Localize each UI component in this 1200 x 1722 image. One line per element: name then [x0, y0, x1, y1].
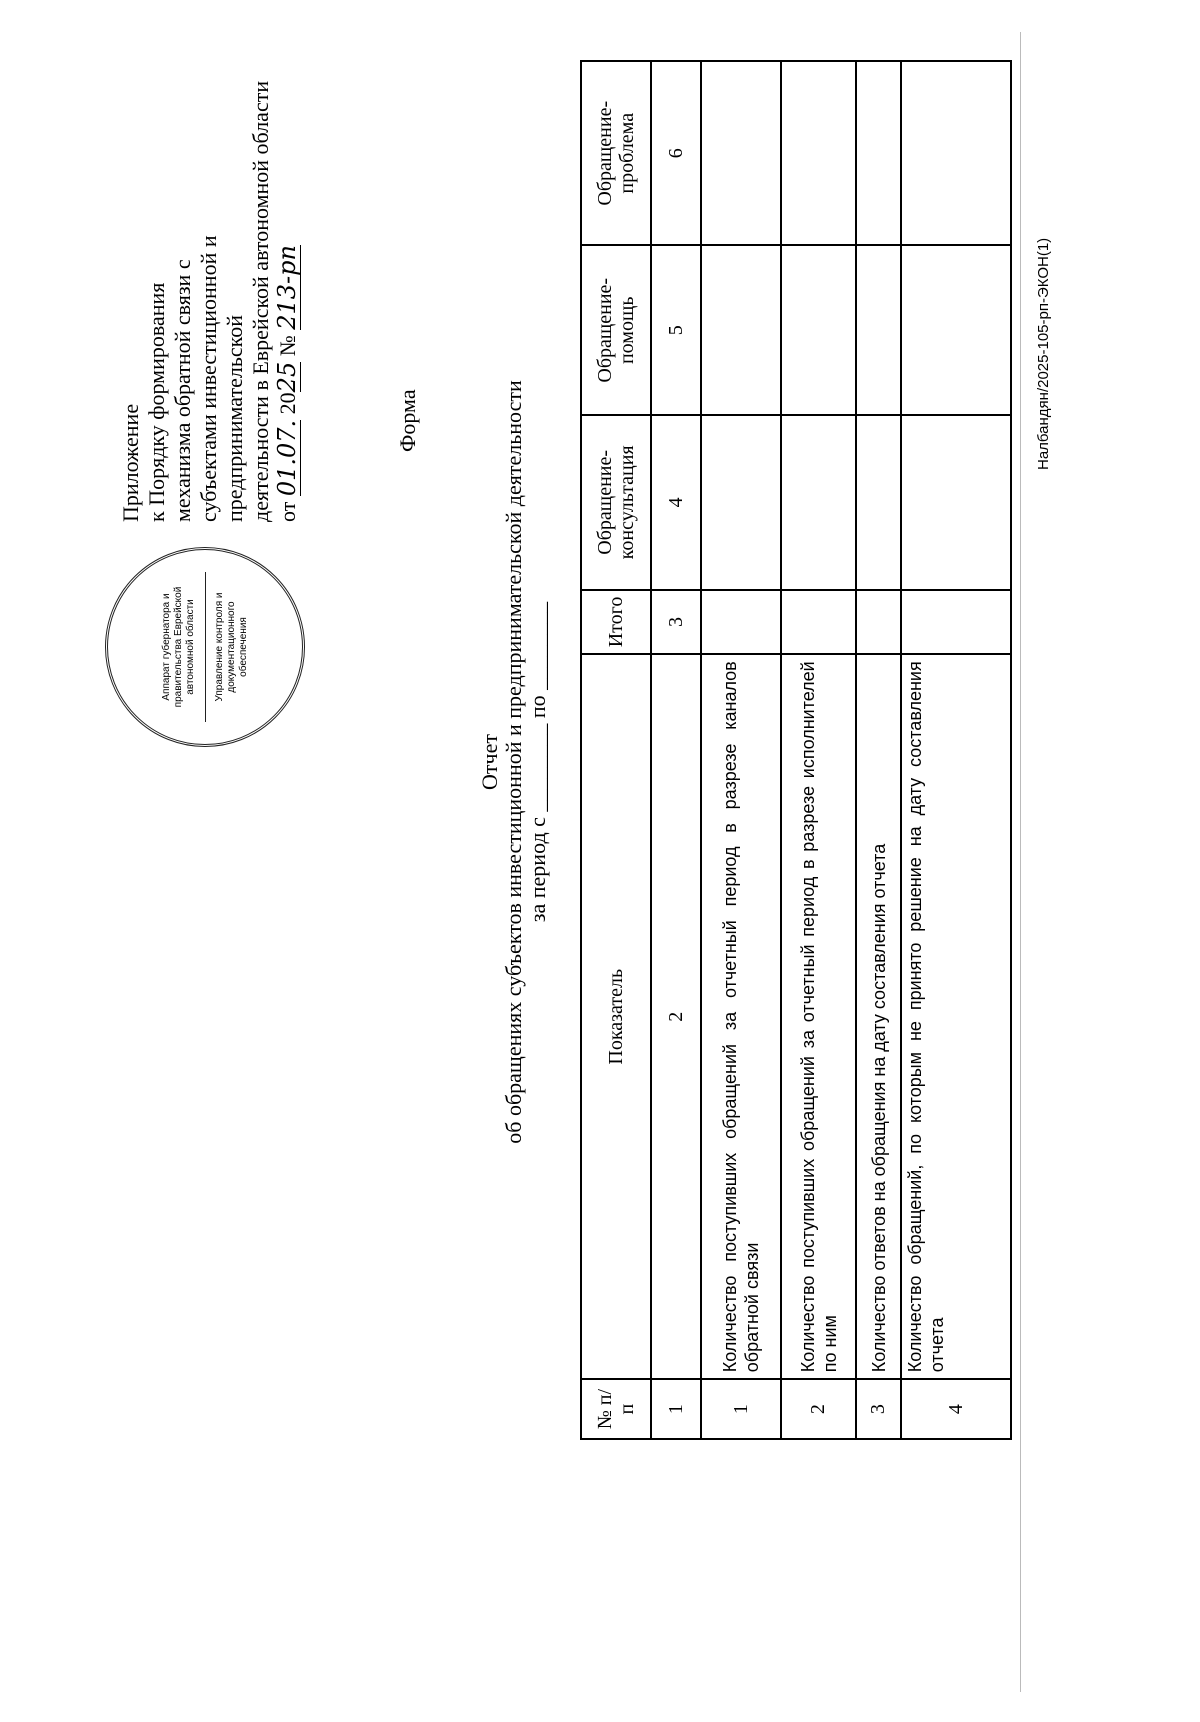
handwritten-number: 213-рп: [273, 245, 301, 330]
empty-cell: [901, 415, 1011, 590]
appendix-line: механизма обратной связи с: [170, 259, 195, 522]
row-number: 3: [856, 1379, 901, 1439]
appendix-header: [118, 52, 301, 522]
handwritten-date: 01.07.: [273, 419, 301, 497]
header-cell: Итого: [581, 590, 651, 655]
report-period: за период с ________ по ________: [525, 601, 550, 923]
stamp-ring-text: Аппарат губернатора и правительства Еврейской автономной области: [160, 586, 196, 708]
report-subtitle: об обращениях субъектов инвестиционной и предпринимательской деятельности: [501, 380, 526, 1144]
table-header-row: [581, 61, 651, 1439]
header-cell: Обращение-проблема: [581, 61, 651, 245]
empty-cell: [781, 61, 856, 245]
column-number: 2: [651, 654, 701, 1379]
table-row: [781, 61, 856, 1439]
appendix-line: деятельности в Еврейской автономной области: [248, 80, 273, 522]
row-indicator: Количество поступивших обращений за отчетный период в разрезе каналов обратной связи: [701, 654, 781, 1379]
empty-cell: [856, 590, 901, 655]
empty-cell: [781, 245, 856, 415]
table-row: [856, 61, 901, 1439]
header-cell: Показатель: [581, 654, 651, 1379]
empty-cell: [701, 245, 781, 415]
appendix-line: к Порядку формирования: [144, 282, 169, 522]
stamp-center-text: Управление контроля и документационного обеспечения: [205, 572, 250, 722]
appendix-line: предпринимательской: [222, 314, 247, 522]
table-row: [901, 61, 1011, 1439]
column-number: 6: [651, 61, 701, 245]
year-prefix: 20: [275, 392, 300, 415]
report-title-block: [478, 202, 550, 1322]
table-row: [701, 61, 781, 1439]
form-label: Форма: [395, 389, 420, 452]
header-cell: № п/п: [581, 1379, 651, 1439]
row-number: 4: [901, 1379, 1011, 1439]
appendix-line: Приложение: [118, 403, 143, 522]
empty-cell: [856, 245, 901, 415]
empty-cell: [781, 590, 856, 655]
column-number: 5: [651, 245, 701, 415]
empty-cell: [856, 415, 901, 590]
column-number: 3: [651, 590, 701, 655]
empty-cell: [701, 61, 781, 245]
column-number-row: [651, 61, 701, 1439]
empty-cell: [781, 415, 856, 590]
empty-cell: [901, 245, 1011, 415]
row-indicator: Количество обращений, по которым не принято решение на дату составления отчета: [901, 654, 1011, 1379]
appendix-line: субъектами инвестиционной и: [196, 235, 221, 522]
appendix-date-line: [274, 52, 301, 522]
report-title: Отчет: [477, 734, 502, 790]
empty-cell: [701, 415, 781, 590]
date-prefix: от: [275, 501, 300, 522]
official-stamp: [105, 547, 305, 747]
row-indicator: Количество поступивших обращений за отчетный период в разрезе исполнителей по ним: [781, 654, 856, 1379]
row-indicator: Количество ответов на обращения на дату составления отчета: [856, 654, 901, 1379]
column-number: 1: [651, 1379, 701, 1439]
footer-divider: [1020, 32, 1021, 1692]
row-number: 2: [781, 1379, 856, 1439]
report-table: [580, 60, 1012, 1440]
empty-cell: [901, 61, 1011, 245]
number-prefix: №: [275, 335, 300, 357]
empty-cell: [901, 590, 1011, 655]
header-cell: Обращение-помощь: [581, 245, 651, 415]
document-footer-code: Налбандян/2025-105-рп-ЭКОН(1): [1035, 237, 1052, 470]
column-number: 4: [651, 415, 701, 590]
empty-cell: [701, 590, 781, 655]
header-cell: Обращение-консультация: [581, 415, 651, 590]
handwritten-year: 25: [273, 361, 301, 393]
row-number: 1: [701, 1379, 781, 1439]
empty-cell: [856, 61, 901, 245]
